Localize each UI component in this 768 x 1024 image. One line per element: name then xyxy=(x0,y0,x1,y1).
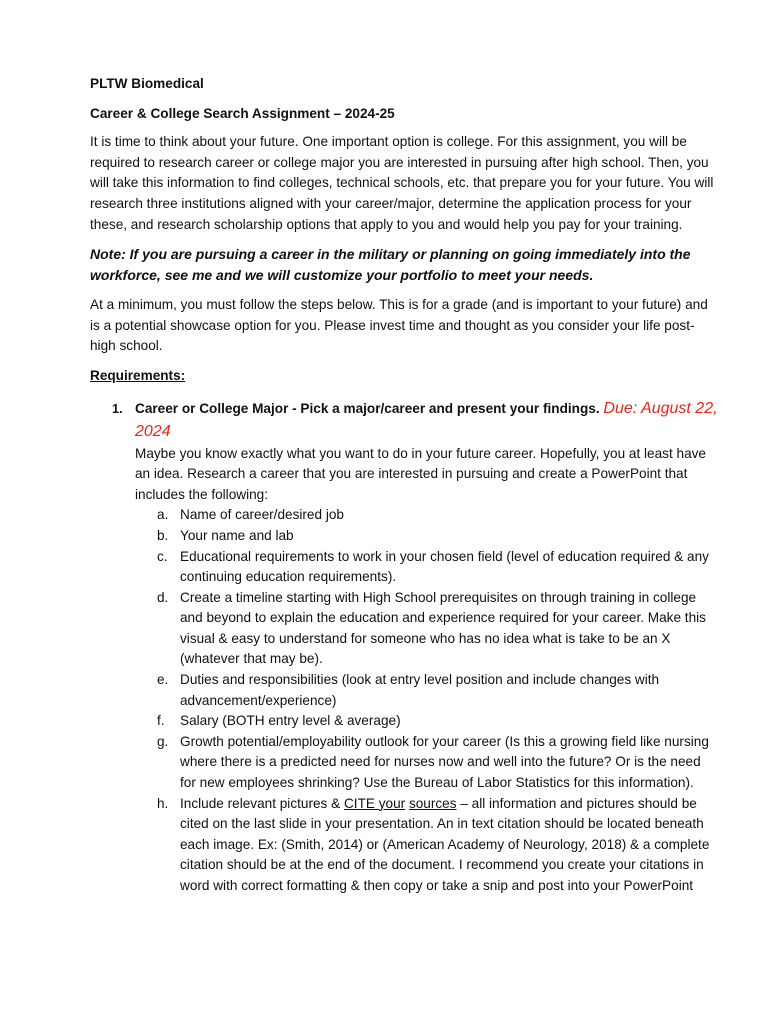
item-text: Growth potential/employability outlook for your career (Is this a growing field like nursing where there is a predicted need for nurses now and well into the future? Or is the need for new employees shrinking? Use the Bureau of Labor Statistics for this information). xyxy=(180,733,709,791)
item-text-end: – all information and pictures should be cited on the last slide in your presentation. An in text citation should be located beneath each image. Ex: (Smith, 2014) or (American Academy of Neurology, 2018) & a complete citation should be at the end of the document. I recommend you create your citations in word with correct formatting & then copy or take a snip and post into your PowerPoint xyxy=(180,795,710,893)
item-letter: b. xyxy=(157,527,169,543)
list-item xyxy=(135,670,718,711)
cite-your-text: CITE your xyxy=(343,795,406,811)
assignment-title: Career & College Search Assignment – 2024-25 xyxy=(90,105,395,121)
list-item xyxy=(135,526,718,547)
list-item xyxy=(135,505,718,526)
due-date: Due: August 22, 2024 xyxy=(135,399,718,440)
item-letter: d. xyxy=(157,589,169,605)
item-letter: f. xyxy=(157,713,165,729)
list-item xyxy=(135,588,718,670)
item-letter: h. xyxy=(157,795,169,811)
item-letter: e. xyxy=(157,672,169,688)
item-text-start: Include relevant pictures & xyxy=(180,795,344,811)
list-item xyxy=(135,794,718,897)
item-text: Create a timeline starting with High School prerequisites on through training in college and beyond to explain the education and experience required for your career. Make this visual & easy to understand for someone who has no idea what is take to be an X (whatever that may be). xyxy=(180,589,706,667)
step-title: Career or College Major - Pick a major/career and present your findings. xyxy=(135,400,600,416)
step-intro: Maybe you know exactly what you want to do in your future career. Hopefully, you at least have an idea. Research a career that you are interested in pursuing and create a PowerPoint that includes the following: xyxy=(135,445,706,502)
item-letter: c. xyxy=(157,548,168,564)
step-number: 1. xyxy=(112,400,123,416)
step-header xyxy=(135,397,718,443)
item-letter: g. xyxy=(157,733,169,749)
intro-paragraph: It is time to think about your future. One important option is college. For this assignment, you will be required to research career or college major you are interested in pursuing after high school. Then, you will take this information to find colleges, technical schools, etc. that prepare you for your future. You will research three institutions aligned with your career/major, determine the application process for your these, and research scholarship options that apply to you and would help you pay for your training. xyxy=(90,134,714,232)
item-letter: a. xyxy=(157,507,169,523)
list-item xyxy=(135,711,718,732)
minimum-paragraph: At a minimum, you must follow the steps below. This is for a grade (and is important to your future) and is a potential showcase option for you. Please invest time and thought as you consider your life post-high school. xyxy=(90,297,708,354)
list-item xyxy=(135,732,718,794)
item-text: Duties and responsibilities (look at entry level position and include changes with advancement/experience) xyxy=(180,672,660,708)
course-title: PLTW Biomedical xyxy=(90,76,204,91)
list-item xyxy=(135,547,718,588)
step-body xyxy=(135,397,718,897)
requirements-heading: Requirements: xyxy=(90,367,186,383)
sources-text: sources xyxy=(408,795,457,811)
item-text: Name of career/desired job xyxy=(180,507,344,523)
item-text: Your name and lab xyxy=(180,527,294,543)
step-item-list xyxy=(135,505,718,896)
item-text xyxy=(180,794,718,897)
document-body xyxy=(90,74,718,897)
item-text: Salary (BOTH entry level & average) xyxy=(180,713,401,729)
note-paragraph: Note: If you are pursuing a career in the military or planning on going immediately into the workforce, see me and we will customize your portfolio to meet your needs. xyxy=(90,246,691,284)
item-text: Educational requirements to work in your chosen field (level of education required & any continuing education requirements). xyxy=(180,548,709,585)
step-1 xyxy=(90,397,718,897)
